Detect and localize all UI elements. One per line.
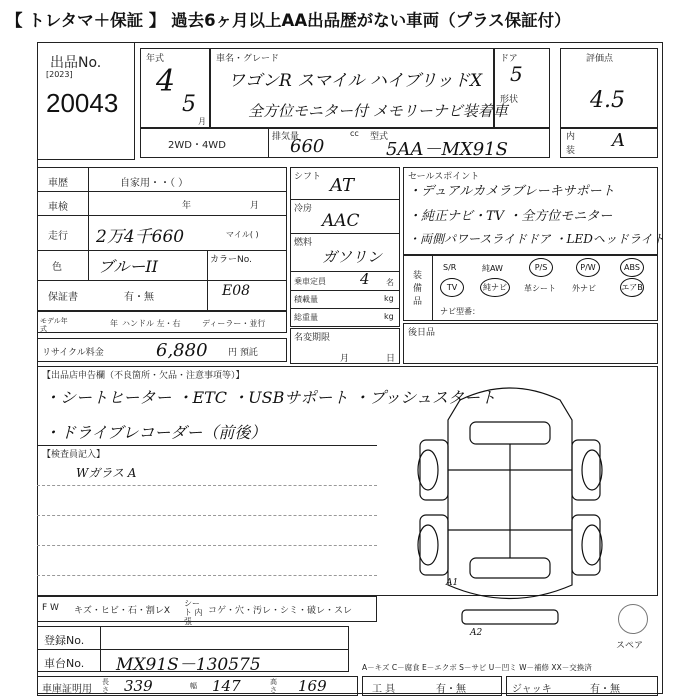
model-year-unit: 年 bbox=[110, 319, 118, 328]
equip-airbag: エアB bbox=[620, 278, 644, 297]
warranty-value: 有・無 bbox=[124, 292, 154, 303]
width-label: 幅 bbox=[190, 682, 197, 690]
capacity-label: 乗車定員 bbox=[294, 277, 326, 286]
lot-number: 20043 bbox=[46, 88, 119, 118]
jack-label: ジャッキ bbox=[512, 684, 552, 695]
aircon-value: AAC bbox=[322, 211, 360, 231]
equip-tv: TV bbox=[440, 278, 464, 297]
length-label: 長さ bbox=[102, 678, 109, 694]
equipment-label2: 備 bbox=[413, 284, 423, 294]
gross-weight-label: 総重量 bbox=[294, 313, 318, 322]
name-change-label: 名変期限 bbox=[294, 333, 331, 343]
seller-notes-line1: ・シートヒーター ・ETC ・USBサポート ・プッシュスタート bbox=[44, 388, 496, 407]
equip-abs: ABS bbox=[620, 258, 644, 277]
model-year-label: モデル年式 bbox=[40, 317, 68, 333]
fw-label: F W bbox=[42, 603, 59, 613]
lot-label: 出品No. bbox=[50, 55, 102, 71]
equipment-label1: 装 bbox=[413, 271, 423, 281]
lot-stamp: [2023] bbox=[46, 70, 73, 79]
doors-value: 5 bbox=[510, 62, 523, 86]
displacement-label: 排気量 bbox=[272, 132, 300, 142]
height-value: 169 bbox=[298, 677, 327, 695]
seller-notes-label: 【出品店申告欄（不良箇所・欠品・注意事項等）】 bbox=[42, 371, 245, 381]
shaken-year-unit: 年 bbox=[182, 201, 192, 211]
model-name-label: 車名・グレード bbox=[216, 54, 280, 64]
displacement-value: 660 bbox=[290, 136, 325, 157]
registration-label: 登録No. bbox=[44, 634, 85, 647]
doors-label: ドア bbox=[500, 54, 518, 64]
aircon-label: 冷房 bbox=[294, 204, 313, 214]
recycle-label: リサイクル料金 bbox=[42, 348, 104, 358]
length-value: 339 bbox=[124, 677, 153, 695]
sales-point-3: ・両側パワースライドドア ・LEDヘッドライト bbox=[408, 232, 665, 246]
history-options: 自家用・・（ ） bbox=[120, 178, 189, 189]
recycle-value: 6,880 bbox=[156, 340, 208, 361]
tools-value: 有・無 bbox=[436, 684, 466, 695]
height-label: 高さ bbox=[270, 678, 277, 694]
recycle-unit: 円 預託 bbox=[228, 348, 258, 358]
chassis-number: MX91S－130575 bbox=[116, 655, 261, 675]
equip-pw: P/W bbox=[576, 258, 600, 277]
equip-sr: S/R bbox=[443, 263, 457, 272]
grade-value: 4.5 bbox=[590, 88, 625, 113]
body-shape-label: 形状 bbox=[500, 95, 519, 105]
displacement-unit: cc bbox=[350, 129, 359, 138]
interior-label1: 内 bbox=[566, 132, 576, 142]
load-label: 積載量 bbox=[294, 295, 318, 304]
inspector-label: 【検査員記入】 bbox=[42, 450, 106, 460]
mileage-value: 2万4千660 bbox=[96, 227, 185, 247]
warranty-label: 保証書 bbox=[48, 292, 78, 303]
equip-ps: P/S bbox=[529, 258, 553, 277]
chassis-label: 車台No. bbox=[44, 657, 85, 670]
fuel-value: ガソリン bbox=[322, 248, 383, 266]
width-value: 147 bbox=[212, 677, 241, 695]
mileage-label: 走行 bbox=[48, 231, 68, 242]
jack-value: 有・無 bbox=[590, 684, 620, 695]
inspector-line1: Wガラス A bbox=[76, 466, 137, 480]
drive-label: 2WD・4WD bbox=[168, 140, 226, 151]
later-items-label: 後日品 bbox=[408, 328, 436, 338]
color-change-label: カラーNo. bbox=[210, 255, 252, 265]
damage-mark-a2: A2 bbox=[470, 628, 483, 638]
load-unit: kg bbox=[384, 294, 394, 303]
sales-point-2: ・純正ナビ・TV ・全方位モニター bbox=[408, 209, 613, 224]
shift-value: AT bbox=[330, 175, 355, 196]
equip-leather: 革シート bbox=[524, 284, 556, 293]
certificate-label: 車庫証明用 bbox=[42, 684, 92, 695]
handle-label: ハンドル 左・右 bbox=[122, 319, 181, 328]
color-value: ブルーII bbox=[98, 257, 159, 276]
header-bar bbox=[0, 0, 700, 38]
grade-label: 評価点 bbox=[586, 54, 614, 64]
shift-label: シフト bbox=[294, 172, 322, 182]
gross-weight-unit: kg bbox=[384, 312, 394, 321]
seller-notes-line2: ・ドライブレコーダー（前後） bbox=[44, 423, 267, 442]
year-month-suffix: 月 bbox=[198, 117, 206, 126]
sales-point-1: ・デュアルカメラブレーキサポート bbox=[408, 184, 615, 199]
damage-legend: A－キズ C－腐食 E－エクボ S－サビ U－凹ミ W－補修 XX－交換済 bbox=[362, 663, 592, 672]
model-name-line2: 全方位モニター付 メモリーナビ装着車 bbox=[248, 102, 508, 120]
year-label: 年式 bbox=[146, 54, 165, 64]
shaken-label: 車検 bbox=[48, 202, 68, 213]
equip-ext-navi: 外ナビ bbox=[572, 284, 596, 293]
interior-value: A bbox=[612, 130, 625, 151]
interior-label2: 装 bbox=[566, 146, 576, 156]
damage-mark-a1: A1 bbox=[446, 578, 459, 588]
model-name-line1: ワゴンR スマイル ハイブリッドX bbox=[228, 71, 483, 91]
later-items-box bbox=[403, 323, 658, 364]
name-change-day: 日 bbox=[386, 354, 396, 364]
sales-point-label: セールスポイント bbox=[408, 172, 480, 182]
spare-tire-icon bbox=[618, 604, 648, 634]
model-code-label: 型式 bbox=[370, 132, 389, 142]
dealer-label: ディーラー・並行 bbox=[202, 319, 266, 328]
page-title: 【 トレタマ＋保証 】 過去6ヶ月以上AA出品歴がない車両（プラス保証付） bbox=[6, 11, 571, 30]
mileage-unit: マイル( ) bbox=[226, 230, 259, 239]
color-code: E08 bbox=[222, 283, 251, 299]
color-label: 色 bbox=[52, 262, 62, 273]
fw-text: キズ・ヒビ・石・割レX bbox=[74, 606, 170, 616]
seat-label: シート 内張 bbox=[184, 599, 203, 626]
fuel-label: 燃料 bbox=[294, 238, 313, 248]
tools-label: 工 具 bbox=[372, 684, 396, 695]
capacity-value: 4 bbox=[360, 270, 370, 288]
history-label: 車歴 bbox=[48, 178, 68, 189]
name-change-month: 月 bbox=[340, 354, 350, 364]
model-code-value: 5AA－MX91S bbox=[386, 139, 508, 160]
equipment-label3: 品 bbox=[413, 297, 423, 307]
navi-model-label: ナビ型番： bbox=[440, 307, 480, 316]
year-month: 5 bbox=[182, 92, 196, 117]
spare-label: スペア bbox=[616, 641, 644, 651]
equip-aw: 純AW bbox=[482, 264, 503, 273]
seat-text: コゲ・穴・汚レ・シミ・破レ・スレ bbox=[208, 606, 353, 616]
shaken-month-unit: 月 bbox=[250, 201, 260, 211]
equip-navi: 純ナビ bbox=[480, 278, 510, 297]
year-value: 4 bbox=[156, 64, 176, 99]
car-diagram bbox=[400, 380, 620, 630]
capacity-unit: 名 bbox=[386, 278, 394, 287]
